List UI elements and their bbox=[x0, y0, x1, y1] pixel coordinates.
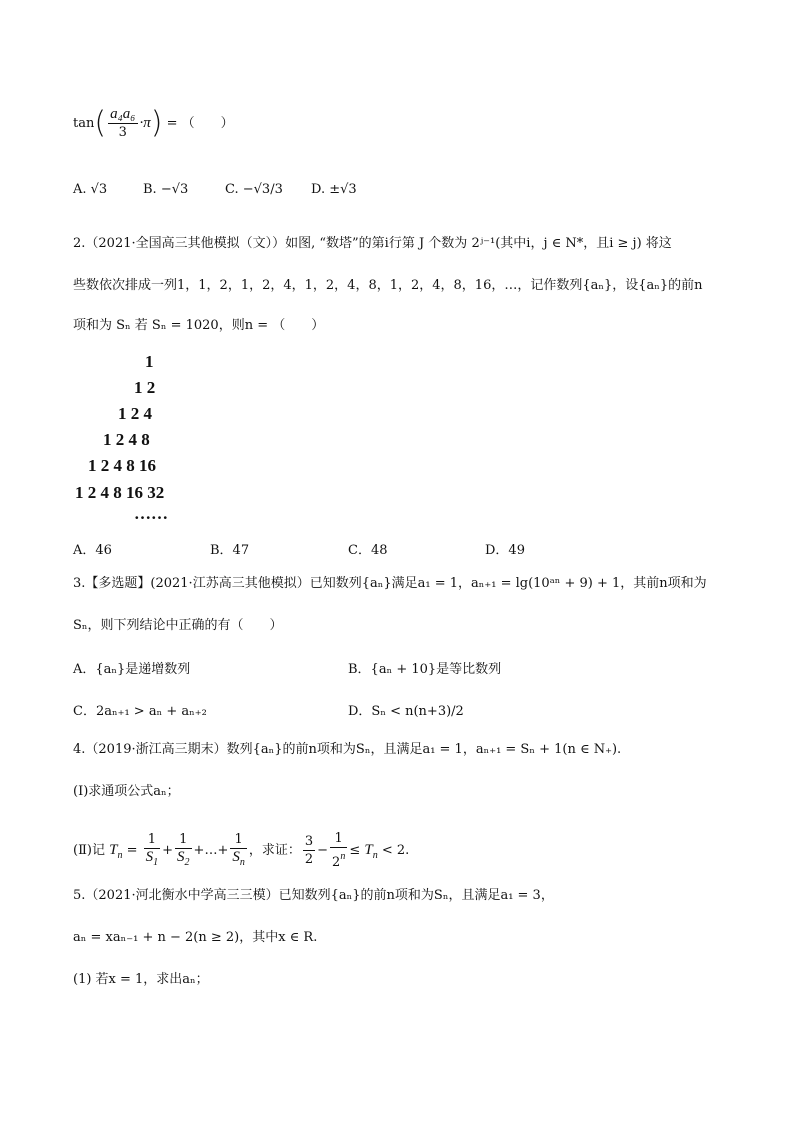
q5-line-2: aₙ = xaₙ₋₁ + n − 2(n ≥ 2)，其中x ∈ R. bbox=[73, 930, 318, 945]
pyramid-row-2: 1 2 bbox=[134, 378, 156, 397]
q4-line-3: (Ⅱ)记 $T_n$ = $\frac{1}{S_1}$ + $\frac{1}{S_2}$ +…+ $\frac{1}{S_n}$ ，求证： $\frac{3}{2}$ − $\frac{1}{2^n}$ ≤ $T_n < 2$. bbox=[73, 831, 410, 870]
pyramid-row-3: 1 2 4 bbox=[118, 404, 152, 423]
q4-prove-label: ，求证： bbox=[248, 843, 301, 858]
q3-line-2: Sₙ，则下列结论中正确的有（ ） bbox=[73, 618, 283, 633]
pyramid-row-5: 1 2 4 8 16 bbox=[88, 456, 156, 475]
q5-line-3: (1) 若x = 1，求出aₙ； bbox=[73, 972, 209, 987]
q2-option-b: B．47 bbox=[210, 543, 250, 558]
q2-option-d: D．49 bbox=[485, 543, 525, 558]
q4-line-1: 4.（2019·浙江高三期末）数列{aₙ}的前n项和为Sₙ，且满足a₁ = 1，aₙ₊₁ = Sₙ + 1(n ∈ N₊). bbox=[73, 742, 622, 757]
q1-answer-blank: = （ ） bbox=[166, 116, 234, 131]
q2-line-2: 些数依次排成一列1，1，2，1，2，4，1，2，4，8，1，2，4，8，16，…，记作数列{aₙ}，设{aₙ}的前n bbox=[73, 278, 703, 293]
q2-line-3: 项和为 Sₙ 若 Sₙ = 1020，则n = （ ） bbox=[73, 318, 325, 333]
q2-option-a: A．46 bbox=[73, 543, 112, 558]
q1-option-c: C. −√3/3 bbox=[225, 182, 283, 197]
q3-option-d: D．Sₙ < n(n+3)/2 bbox=[348, 704, 464, 719]
q5-line-1: 5.（2021·河北衡水中学高三三模）已知数列{aₙ}的前n项和为Sₙ，且满足a₁ = 3， bbox=[73, 888, 554, 903]
q1-option-a: A. √3 bbox=[73, 182, 108, 197]
tan-fraction bbox=[108, 106, 137, 141]
q1-option-d: D. ±√3 bbox=[311, 182, 357, 197]
q1-option-b: B. −√3 bbox=[143, 182, 189, 197]
q1-tan-expression: tan( $\frac{\text{a₄a₆}}{3}$ ·π) = （ ） bbox=[73, 105, 234, 141]
tan-pi: ·π bbox=[139, 115, 151, 131]
q4-line-2: (Ⅰ)求通项公式aₙ； bbox=[73, 784, 180, 799]
pyramid-row-1: 1 bbox=[145, 352, 154, 371]
tan-fraction-numerator: a₄a₆ bbox=[110, 106, 136, 122]
q3-option-a: A．{aₙ}是递增数列 bbox=[73, 662, 191, 677]
tan-fraction-denominator: 3 bbox=[118, 125, 127, 140]
q3-option-c: C．2aₙ₊₁ > aₙ + aₙ₊₂ bbox=[73, 704, 207, 719]
q3-option-b: B．{aₙ + 10}是等比数列 bbox=[348, 662, 502, 677]
pyramid-ellipsis: …… bbox=[134, 504, 168, 523]
q2-option-c: C．48 bbox=[348, 543, 388, 558]
pyramid-row-6: 1 2 4 8 16 32 bbox=[75, 483, 165, 502]
q2-line-1: 2.（2021·全国高三其他模拟（文））如图, “数塔”的第i行第 J 个数为 2ʲ⁻¹(其中i，j ∈ N*，且i ≥ j) 将这 bbox=[73, 236, 672, 251]
tan-label: tan bbox=[73, 116, 95, 131]
q4-period: . bbox=[405, 843, 410, 858]
q3-line-1: 3.【多选题】(2021·江苏高三其他模拟）已知数列{aₙ}满足a₁ = 1，aₙ₊₁ = lg(10ᵃⁿ + 9) + 1，其前n项和为 bbox=[73, 576, 707, 591]
pyramid-row-4: 1 2 4 8 bbox=[103, 430, 150, 449]
q4-part2-label: (Ⅱ)记 bbox=[73, 843, 105, 858]
